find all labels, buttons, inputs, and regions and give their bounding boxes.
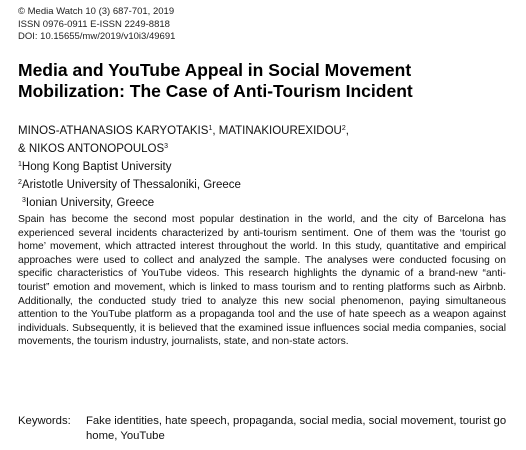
keywords-label: Keywords:	[18, 415, 71, 427]
abstract-paragraph: Spain has become the second most popular destination in the world, and the city of Barcelona has experienced several incidents characterized by anti-tourism sentiment. One of them was the ‘tourist go home’ movement, which attracted interest throughout the world. In this study, quantitative and empirical approaches were used to collect and analyzed the sample. The analyses were conducted focusing on specific characteristics of YouTube videos. This research highlights the dynamic of a brand-new “anti-tourist” emotion and movement, which is linked to mass tourism and to renting platforms such as Airbnb. Additionally, the conducted study tried to analyze this new social phenomenon, paying simultaneous attention to the YouTube platform as a propaganda tool and the use of hate speech as a weapon against individuals. Subsequently, it is believed that the examined issue influences social media companies, social movements, the tourism industry, journalists, state, and non-state actors.	[18, 214, 506, 348]
author-line-2	[18, 139, 349, 157]
author-sup-2: 2	[341, 125, 346, 132]
author-sup-3: 3	[164, 143, 169, 150]
paper-title: Media and YouTube Appeal in Social Movement Mobilization: The Case of Anti-Tourism Incident	[18, 60, 413, 101]
author-line-end: ,	[345, 125, 349, 137]
affiliation-3	[18, 193, 349, 211]
affiliation-3-num: 3	[22, 197, 26, 204]
author-name-1: MINOS-ATHANASIOS KARYOTAKIS	[18, 125, 209, 137]
author-block	[18, 121, 349, 211]
journal-citation: © Media Watch 10 (3) 687-701, 2019	[18, 6, 175, 17]
author-name-2: , MATINAKIOUREXIDOU	[212, 125, 342, 137]
issn-line: ISSN 0976-0911 E-ISSN 2249-8818	[18, 18, 170, 30]
affiliation-2	[18, 175, 349, 193]
affiliation-2-num: 2	[18, 179, 22, 186]
affiliation-2-name: Aristotle University of Thessaloniki, Greece	[21, 179, 241, 191]
author-line-1	[18, 121, 349, 139]
author-sup-1: 1	[208, 125, 213, 132]
keywords-list: Fake identities, hate speech, propaganda, social media, social movement, tourist go home, YouTube	[86, 415, 507, 442]
author-name-3: & NIKOS ANTONOPOULOS	[18, 143, 165, 155]
publication-meta	[18, 6, 175, 44]
keywords-section	[18, 414, 518, 444]
affiliation-1	[18, 157, 349, 175]
affiliation-1-name: Hong Kong Baptist University	[21, 161, 172, 173]
affiliation-3-name: Ionian University, Greece	[25, 197, 155, 209]
doi-line: DOI: 10.15655/mw/2019/v10i3/49691	[18, 31, 176, 42]
affiliation-1-num: 1	[18, 161, 22, 168]
